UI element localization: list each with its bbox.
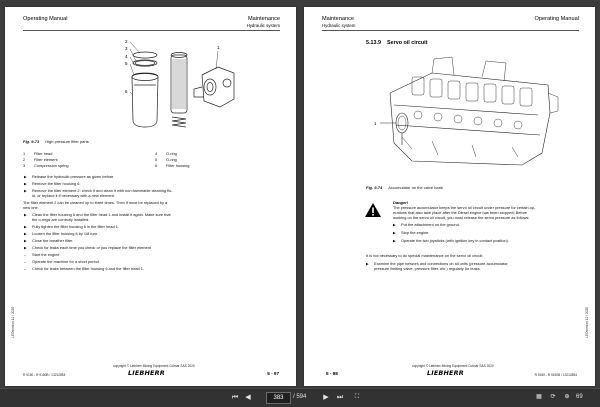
- callout-1: 1: [217, 45, 220, 50]
- right-header-title: Operating Manual: [534, 16, 579, 22]
- part-item: 2 Filter element: [23, 156, 58, 162]
- right-page: [304, 7, 595, 386]
- figure-caption-number: Fig. 9-73: [23, 139, 40, 144]
- note-element-cleaning: The filter element 2 can be cleaned up to three times. Then it must be replaced by a new one.: [23, 200, 168, 210]
- page-number-input[interactable]: [266, 392, 291, 404]
- liebherr-logo: LIEBHERR: [128, 369, 165, 377]
- step-loosen-housing: ▶ Loosen the filter housing 6 by 1/8 turn.: [24, 231, 99, 236]
- total-pages: / 594: [293, 394, 307, 400]
- filter-parts-figure: [110, 37, 240, 135]
- header-rule: [23, 30, 280, 31]
- danger-text: The pressure accumulator keeps the servo oil circuit under pressure for certain op- erations that also take place after the Diesel engine has been stopped! Before working on the servo oil circuit, you must release the servo pressure as follows:: [393, 205, 536, 220]
- left-page: [5, 7, 296, 386]
- substep-check-leaks-filter: – Check for leaks between the filter housing 6 and the filter head 1.: [24, 266, 145, 271]
- step-clean-install: ▶ Clean the filter housing 6 and the filter head 1 and install it again. Make sure that the o-rings are correctly installed.: [24, 212, 171, 222]
- left-header-section: Maintenance: [247, 16, 280, 22]
- part-item: 4 O-ring: [155, 151, 177, 156]
- step-remove-element: ▶ Remove the filter element 2: check it and clean it with non flammable cleaning flu- id, or replace it if necessary with a new element.: [24, 188, 173, 198]
- figure-caption-number: Fig. 9-74: [366, 185, 383, 190]
- left-copyright: copyright © Liebherr-Mining Equipment Colmar SAS 2020: [113, 364, 195, 368]
- part-item: 3 Compression spring: [23, 162, 69, 168]
- valve-bank-figure: [372, 53, 562, 181]
- right-copyright: copyright © Liebherr-Mining Equipment Colmar SAS 2020: [412, 364, 494, 368]
- callout-2: 2: [125, 39, 128, 44]
- callout-3: 3: [125, 46, 128, 51]
- left-header-title: Operating Manual: [23, 16, 68, 22]
- substep-operate-machine: – Operate the machine for a short period.: [24, 259, 100, 264]
- section-heading: [366, 40, 427, 46]
- maintenance-note: It is not necessary to do special maintenance on the servo oil circuit.: [366, 253, 484, 258]
- step-examine-pipes: ▶ Examine the pipe network and connections on all units (pressure accumulator, pressure limiting valve, pressure filter, etc.) regularly for leaks.: [366, 261, 509, 271]
- part-item: 5 O-ring: [155, 156, 177, 162]
- figure-caption-text: Accumulator on the valve bank: [388, 185, 443, 190]
- left-doc-id: R 9150 - R 9150B / 13212854: [23, 373, 66, 377]
- rotate-icon[interactable]: ⟳: [550, 394, 556, 400]
- liebherr-logo: LIEBHERR: [427, 369, 464, 377]
- zoom-level: 69: [576, 394, 583, 400]
- left-page-number: 5 - 97: [267, 371, 279, 376]
- figure-caption: [23, 139, 89, 144]
- step-remove-housing: ▶ Remove the filter housing 6.: [24, 181, 81, 186]
- previous-page-button[interactable]: ◀: [245, 394, 251, 401]
- parts-list-col1: [23, 151, 69, 169]
- danger-warning-icon: [364, 202, 382, 218]
- part-item: 6 Filter housing: [155, 162, 190, 168]
- section-number: 5.13.9: [366, 40, 381, 46]
- viewer-toolbar: [0, 388, 600, 407]
- parts-list-col2: [155, 151, 189, 169]
- left-header-subsection: Hydraulic system: [246, 23, 280, 28]
- substep-start-engine: – Start the engine.: [24, 252, 61, 257]
- left-side-label: LEOversion 12 / 2020: [11, 307, 15, 338]
- right-doc-id: R 9150 - R 9150B / 13212854: [534, 373, 577, 377]
- step-close-breather: ▶ Close the breather filter.: [24, 238, 74, 243]
- first-page-button[interactable]: ⏮: [231, 394, 239, 401]
- callout-5: 5: [125, 61, 128, 66]
- right-header-section: Maintenance: [322, 16, 355, 22]
- danger-step-stop-engine: ▶ Stop the engine.: [393, 230, 430, 235]
- figure-caption: [366, 185, 443, 190]
- section-title: Servo oil circuit: [387, 40, 428, 46]
- figure-caption-text: High pressure filter parts: [45, 139, 89, 144]
- part-item: 1 Filter head: [23, 151, 53, 156]
- step-tighten-housing: ▶ Fully tighten the filter housing 6 in the filter head 1.: [24, 224, 119, 229]
- callout-6: 6: [125, 89, 128, 94]
- page-layout-icon[interactable]: ▦: [536, 394, 542, 400]
- danger-step-joysticks: ▶ Operate the two joysticks (with ignition key in contact position).: [393, 238, 509, 243]
- danger-title: Danger!: [393, 200, 409, 205]
- last-page-button[interactable]: ⏭: [336, 394, 344, 401]
- right-header-subsection: Hydraulic system: [322, 23, 356, 28]
- step-release-pressure: ▶ Release the hydraulic pressure as given before.: [24, 174, 115, 179]
- callout-accumulator: 1: [374, 121, 377, 126]
- step-check-leaks: ▶ Check for leaks each time you check or you replace the filter element: [24, 245, 151, 250]
- right-page-number: 5 - 98: [326, 371, 338, 376]
- fullscreen-icon[interactable]: ⛶: [354, 394, 360, 400]
- callout-4: 4: [125, 54, 128, 59]
- right-side-label: LEOversion 12 / 2020: [585, 307, 589, 338]
- header-rule: [322, 30, 579, 31]
- danger-step-attachment: ▶ Put the attachment on the ground.: [393, 222, 460, 227]
- next-page-button[interactable]: ▶: [323, 394, 329, 401]
- zoom-icon[interactable]: ⊕: [564, 394, 570, 400]
